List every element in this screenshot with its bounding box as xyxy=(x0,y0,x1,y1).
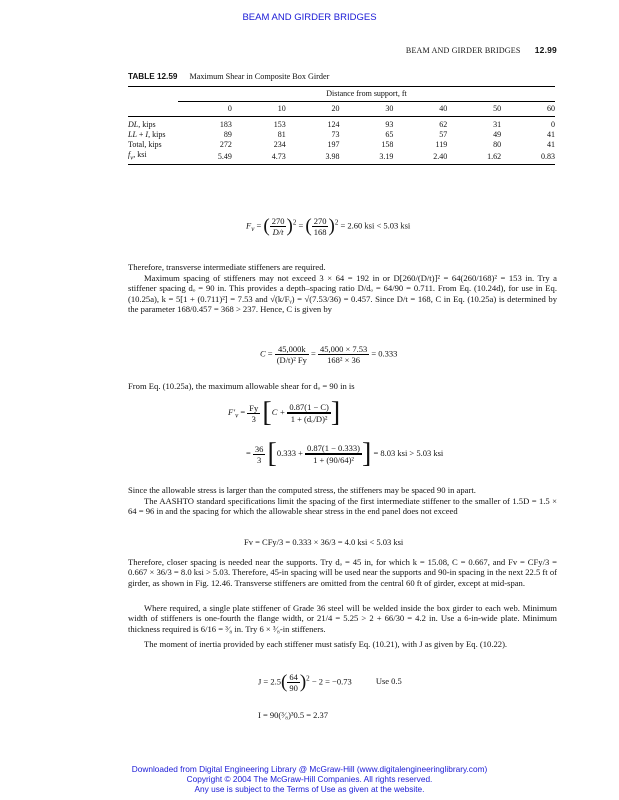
table-title xyxy=(128,72,329,81)
row-label: $f_v$, ksi xyxy=(128,150,178,164)
table-cell: 2.40 xyxy=(393,150,447,164)
equation-c: C = $\frac{45,000k}{\text{(D/t)² Fy}}$ = $\frac{45,000 \times 7.53}{\text{168² × 36}}$ = 0.333 xyxy=(260,344,398,365)
paragraph: Where required, a single plate stiffener of Grade 36 steel will be welded inside the box girder to each web. Minimum width of stiffeners is one-fourth the flange width, or 21/4 = 5.25 > 2 + 66/30 = 4.2 in. Use a 6-in-wide plate. Minimum thickness required is 6/16 = ³⁄₈ in. Try 6 × ³⁄₈-in stiffeners. xyxy=(128,603,557,634)
table-header-row xyxy=(128,102,555,117)
table-row xyxy=(128,150,555,164)
equation-i: I = 90(³⁄₈)³0.5 = 2.37 xyxy=(258,710,329,720)
table-cell: 183 xyxy=(219,120,232,129)
shear-table xyxy=(128,86,555,165)
table-cell: 158 xyxy=(381,140,394,149)
table-cell: 5.49 xyxy=(178,150,232,164)
footer-line: Copyright © 2004 The McGraw-Hill Companies. All rights reserved. xyxy=(186,774,433,784)
paragraph: Since the allowable stress is larger than the computed stress, the stiffeners may be spaced 90 in apart. xyxy=(128,485,476,495)
table-span-header: Distance from support, ft xyxy=(178,87,555,102)
table-cell: 62 xyxy=(439,120,448,129)
table-row xyxy=(128,130,555,140)
table-col-header: 0 xyxy=(178,102,232,117)
table-row xyxy=(128,117,555,131)
equation-fv: $F_v$ = ( $\frac{270}{D/t}$ )$^2$ = ( $\frac{270}{168}$ )$^2$ = 2.60 ksi < 5.03 ksi xyxy=(246,215,411,237)
table-cell: 272 xyxy=(219,140,232,149)
site-header: BEAM AND GIRDER BRIDGES xyxy=(242,12,377,23)
table-cell: 57 xyxy=(439,130,448,139)
table-cell: 89 xyxy=(223,130,232,139)
paragraph: Therefore, transverse intermediate stiffeners are required. xyxy=(128,262,326,272)
table-cell: 197 xyxy=(327,140,340,149)
table-span-header-row xyxy=(128,87,555,102)
table-cell: 81 xyxy=(277,130,286,139)
table-number: TABLE 12.59 xyxy=(128,72,178,81)
table-col-header: 40 xyxy=(393,102,447,117)
footer-line: Any use is subject to the Terms of Use as given at the website. xyxy=(194,784,425,794)
table-col-header: 50 xyxy=(447,102,501,117)
table-cell: 153 xyxy=(273,120,286,129)
table-col-header: 30 xyxy=(340,102,394,117)
table-cell: 1.62 xyxy=(447,150,501,164)
table-cell: 0.83 xyxy=(501,150,555,164)
equation-j: J = 2.5( $\frac{64}{90}$ )$^2$ − 2 = −0.73 Use 0.5 xyxy=(258,671,402,693)
equation-end-panel: Fv = CFy/3 = 0.333 × 36/3 = 4.0 ksi < 5.03 ksi xyxy=(244,537,404,547)
table-cell: 41 xyxy=(547,140,555,149)
row-label: DL, kips xyxy=(128,120,156,129)
table-cell: 3.19 xyxy=(340,150,394,164)
paragraph: From Eq. (10.25a), the maximum allowable shear for dₒ = 90 in is xyxy=(128,381,355,391)
table-col-header: 20 xyxy=(286,102,340,117)
paragraph: Maximum spacing of stiffeners may not exceed 3 × 64 = 192 in or D[260/(D/t)]² = 64(260/168)² = 153 in. Try a stiffener spacing dₒ = 90 in. This provides a depth–spacing ratio D/dₒ = 64/90 = 0.711. From Eq. (10.24d), for use in Eq. (10.25a), k = 5[1 + (0.711)²] = 7.53 and √(k/Fᵧ) = √(7.53/36) = 0.457. Since D/t = 168, C in Eq. (10.25a) is determined by the parameter 168/0.457 = 368 > 237. Hence, C is given by xyxy=(128,273,557,314)
table-cell: 234 xyxy=(273,140,286,149)
table-cell: 65 xyxy=(385,130,394,139)
paragraph: The moment of inertia provided by each stiffener must satisfy Eq. (10.21), with J as given by Eq. (10.22). xyxy=(144,639,508,649)
equation-fv-prime-general: $F'_v$ = $\frac{Fy}{3}$ [C + $\frac{0.87(1 - C)}{\text{1 + (dₒ/D)²}}$ ] xyxy=(228,397,341,428)
table-cell: 4.73 xyxy=(232,150,286,164)
row-label: Total, kips xyxy=(128,140,162,149)
paragraph: Therefore, closer spacing is needed near the supports. Try dₒ = 45 in, for which k = 15.08, C = 0.667, and Fv = CFy/3 = 0.667 × 36/3 = 8.0 ksi > 5.03. Therefore, 45-in spacing will be used near the supports and 90-in spacing in the next 22.5 ft of girder, as shown in Fig. 12.46. Transverse stiffeners are omitted from the central 60 ft of girder, except at mid-span. xyxy=(128,557,557,588)
table-cell: 41 xyxy=(547,130,555,139)
table-caption: Maximum Shear in Composite Box Girder xyxy=(189,72,330,81)
table-cell: 0 xyxy=(551,120,555,129)
equation-fv-prime-numeric: = $\frac{36}{3}$ [0.333 + $\frac{0.87(1 - 0.333)}{\text{1 + (90/64)²}}$ ] = 8.03 ksi > 5.03 ksi xyxy=(246,438,444,469)
table-cell: 93 xyxy=(385,120,394,129)
table-cell: 119 xyxy=(435,140,448,149)
table-cell: 49 xyxy=(493,130,502,139)
table-col-header: 60 xyxy=(501,102,555,117)
page-number: 12.99 xyxy=(534,45,557,55)
paragraph: The AASHTO standard specifications limit the spacing of the first intermediate stiffener to the smaller of 1.5D = 1.5 × 64 = 96 in and the spacing for which the allowable shear stress in the end panel does not exceed xyxy=(128,496,557,517)
table-cell: 73 xyxy=(331,130,340,139)
table-cell: 124 xyxy=(327,120,340,129)
table-cell: 80 xyxy=(493,140,502,149)
table-cell: 3.98 xyxy=(286,150,340,164)
footer-line[interactable]: Downloaded from Digital Engineering Library @ McGraw-Hill (www.digitalengineeringlibrary.com) xyxy=(131,764,488,774)
running-head-title: BEAM AND GIRDER BRIDGES xyxy=(405,46,521,55)
running-head xyxy=(406,45,557,55)
table-col-header: 10 xyxy=(232,102,286,117)
table-cell: 31 xyxy=(493,120,502,129)
download-footer xyxy=(0,764,619,794)
row-label: LL + I, kips xyxy=(128,130,166,139)
table-row xyxy=(128,140,555,150)
